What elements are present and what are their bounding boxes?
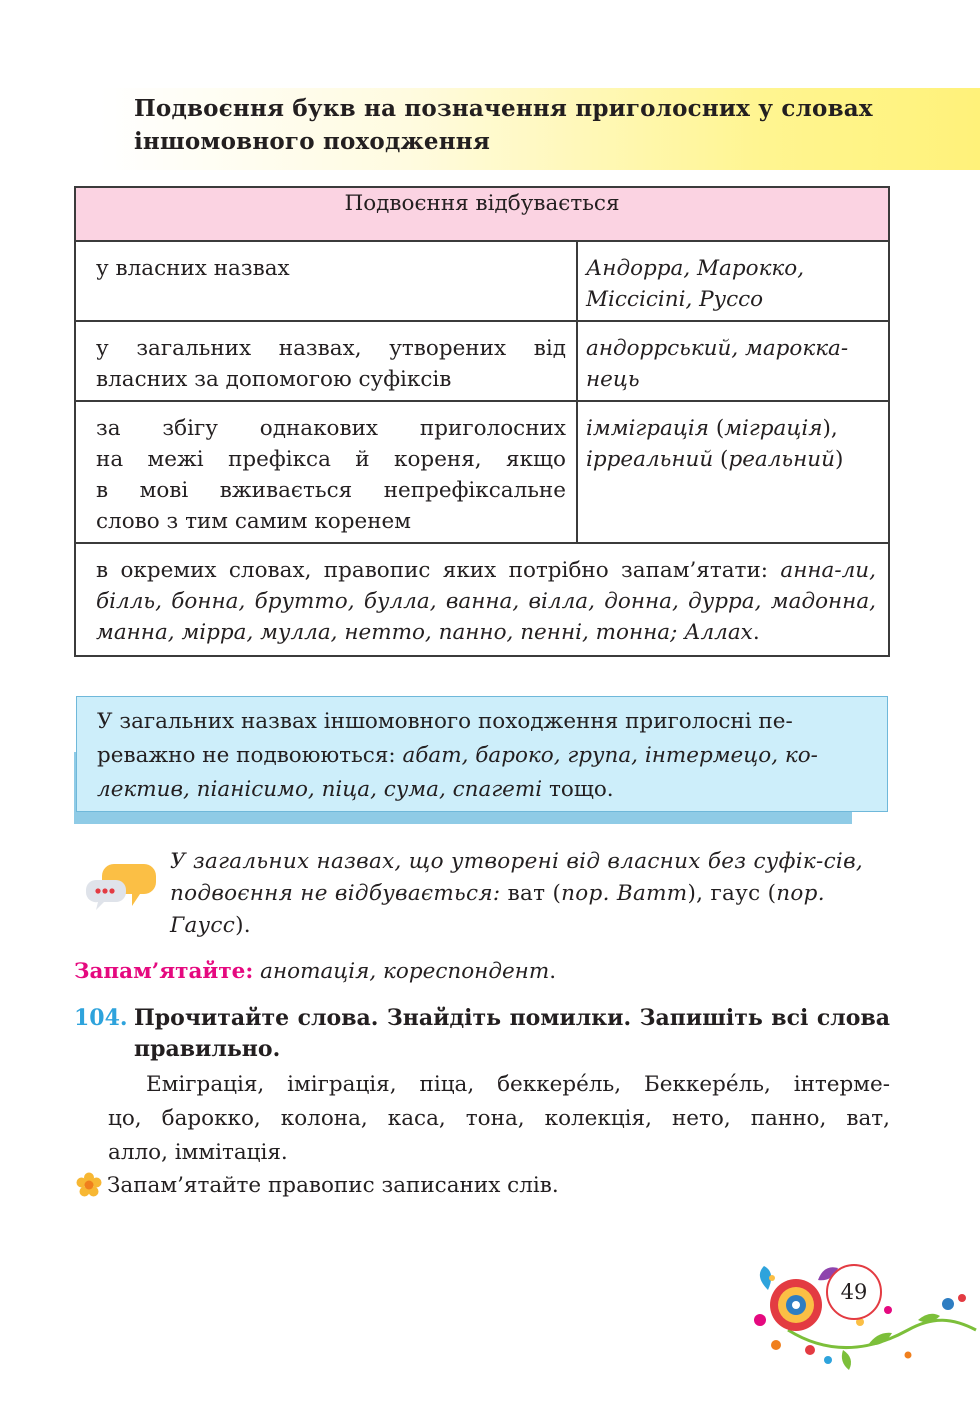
heading-line-2: іншомовного походження [134, 128, 491, 155]
rule-text: на межі префікса й кореня, якщо [96, 447, 566, 472]
rule-text: у власних назвах [96, 256, 290, 281]
remember-line: Запам’ятайте: анотація, кореспондент. [74, 959, 557, 984]
rule-text: слово з тим самим коренем [96, 509, 411, 534]
remember-words: анотація, кореспондент [260, 959, 550, 984]
section-heading [134, 92, 894, 158]
exercise-words-line: цо, барокко, колона, каса, тона, колекція, нето, панно, ват, [108, 1106, 890, 1131]
note-examples: абат, бароко, група, інтермецо, ко-лектив, піанісимо, піца, сума, спагеті [97, 743, 818, 802]
example-text: нець [586, 367, 640, 392]
example-text: іммiграція (міграція), [586, 416, 838, 441]
example-cell [577, 401, 889, 543]
rule-note-box [76, 696, 888, 812]
example-text: ірреальний (реальний) [586, 447, 844, 472]
note-text-end: тощо. [542, 777, 614, 802]
rule-cell [75, 241, 577, 321]
table-row [75, 321, 889, 401]
heading-line-1: Подвоєння букв на позначення приголосних у словах [134, 95, 873, 122]
memorize-words-cell [75, 543, 889, 656]
speech-bubbles-icon [84, 860, 156, 910]
exercise-words-line: Еміграція, іміграція, піца, беккере́ль, Беккере́ль, інтерме- [146, 1072, 890, 1097]
table-header-row [75, 187, 889, 241]
rule-cell [75, 401, 577, 543]
page-number: 49 [826, 1264, 882, 1320]
table-header: Подвоєння відбувається [75, 187, 889, 241]
rule-text: у загальних назвах, утворених від [96, 336, 566, 361]
doubling-rules-table [74, 186, 890, 657]
rule-text: за збігу однакових приголосних [96, 416, 566, 441]
rule-cell [75, 321, 577, 401]
example-cell [577, 321, 889, 401]
table-row-full [75, 543, 889, 656]
table-row [75, 401, 889, 543]
example-text: Міссісіпі, Руссо [586, 287, 764, 312]
exercise-words-line: алло, іммітація. [108, 1140, 288, 1165]
example-text: андоррський, марокка- [586, 336, 849, 361]
table-row [75, 241, 889, 321]
full-row-end: . [752, 620, 760, 645]
exercise-task [134, 1003, 890, 1065]
full-row-intro: в окремих словах, правопис яких потрібно запам’ятати: [96, 558, 781, 583]
rule-text: в мові вживається непрефіксальне [96, 478, 566, 503]
remember-label: Запам’ятайте: [74, 959, 254, 984]
flower-icon [76, 1172, 102, 1198]
rule-text: власних за допомогою суфіксів [96, 367, 452, 392]
exercise-task-line: Прочитайте слова. Знайдіть помилки. Запишіть всі слова [134, 1005, 890, 1031]
exercise-task-line: правильно. [134, 1036, 281, 1062]
final-task: Запам’ятайте правопис записаних слів. [107, 1173, 559, 1198]
tip-text: У загальних назвах, що утворені від власних без суфік-сів, подвоєння не відбувається: ват (пор. Ватт), гаус (пор. Гаусс). [170, 849, 864, 938]
example-cell [577, 241, 889, 321]
exercise-number: 104. [74, 1005, 128, 1031]
note-text: У загальних назвах іншомовного походження приголосні пе-реважно не подвоюються: [97, 709, 793, 768]
full-row-words: анна-ли, білль, бонна, брутто, булла, ванна, вілла, донна, дурра, мадонна, манна, мірра, мулла, нетто, панно, пенні, тонна; Аллах [96, 558, 876, 645]
example-text: Андорра, Марокко, [586, 256, 805, 281]
exercise-words [108, 1068, 890, 1170]
